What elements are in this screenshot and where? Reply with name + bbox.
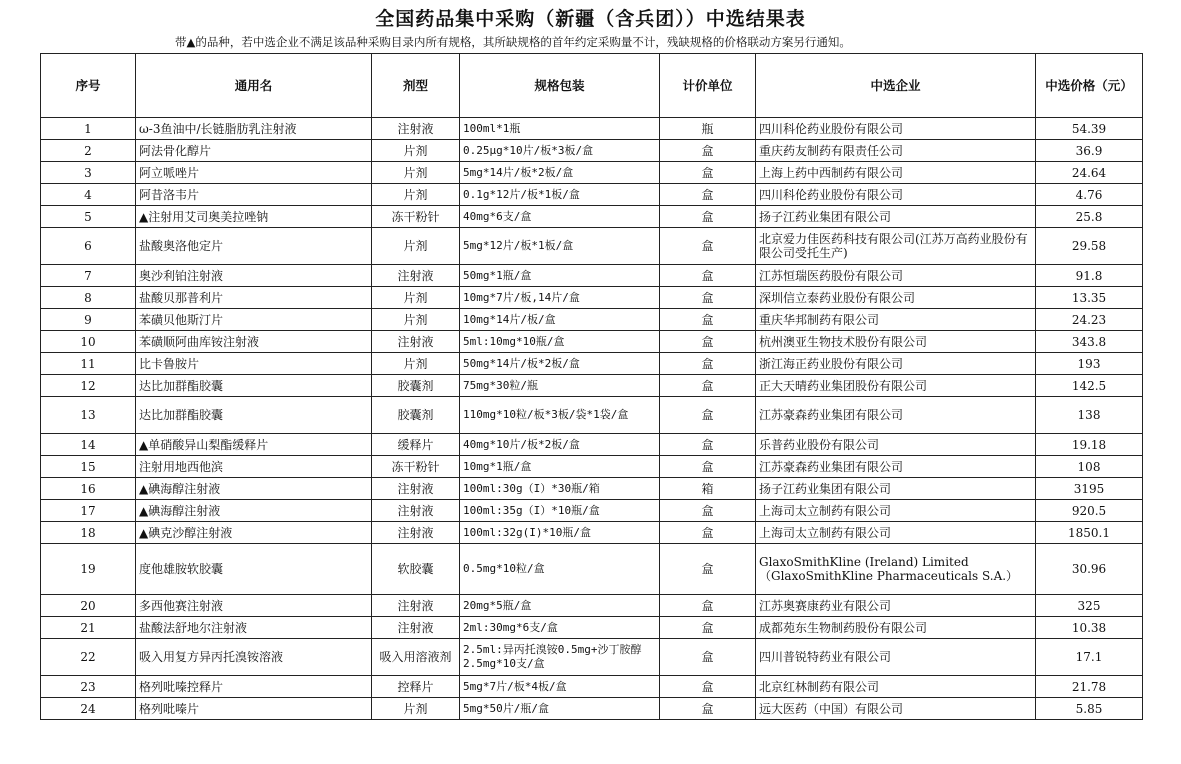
table-row: [41, 698, 1143, 720]
form-cell: 吸入用溶液剂: [372, 639, 460, 676]
spec-cell: 5mg*7片/板*4板/盒: [460, 676, 660, 698]
name-cell: 阿法骨化醇片: [136, 140, 372, 162]
table-row: [41, 639, 1143, 676]
name-cell: 度他雄胺软胶囊: [136, 544, 372, 595]
table-row: [41, 228, 1143, 265]
unit-cell: 盒: [660, 353, 756, 375]
price-cell: 138: [1036, 397, 1143, 434]
unit-cell: 盒: [660, 140, 756, 162]
seq-cell: 8: [41, 287, 136, 309]
table-row: [41, 140, 1143, 162]
price-cell: 325: [1036, 595, 1143, 617]
spec-cell: 20mg*5瓶/盒: [460, 595, 660, 617]
unit-cell: 盒: [660, 639, 756, 676]
table-row: [41, 353, 1143, 375]
form-cell: 注射液: [372, 118, 460, 140]
price-cell: 36.9: [1036, 140, 1143, 162]
price-cell: 3195: [1036, 478, 1143, 500]
spec-cell: 10mg*7片/板,14片/盒: [460, 287, 660, 309]
seq-cell: 20: [41, 595, 136, 617]
form-cell: 注射液: [372, 500, 460, 522]
price-cell: 10.38: [1036, 617, 1143, 639]
company-cell: 江苏豪森药业集团有限公司: [756, 397, 1036, 434]
footnote: 带▲的品种，若中选企业不满足该品种采购目录内所有规格，其所缺规格的首年约定采购量不计，残缺规格的价格联动方案另行通知。: [175, 35, 851, 49]
unit-cell: 盒: [660, 544, 756, 595]
seq-cell: 16: [41, 478, 136, 500]
spec-cell: 2ml:30mg*6支/盒: [460, 617, 660, 639]
name-cell: 达比加群酯胶囊: [136, 375, 372, 397]
header-name: 通用名: [136, 54, 372, 118]
company-cell: 重庆药友制药有限责任公司: [756, 140, 1036, 162]
table-row: [41, 331, 1143, 353]
seq-cell: 24: [41, 698, 136, 720]
seq-cell: 11: [41, 353, 136, 375]
name-cell: ▲碘海醇注射液: [136, 478, 372, 500]
header-price: 中选价格（元）: [1036, 54, 1143, 118]
company-cell: 江苏奥赛康药业有限公司: [756, 595, 1036, 617]
name-cell: 苯磺顺阿曲库铵注射液: [136, 331, 372, 353]
form-cell: 控释片: [372, 676, 460, 698]
unit-cell: 盒: [660, 309, 756, 331]
company-cell: 乐普药业股份有限公司: [756, 434, 1036, 456]
company-cell: 四川科伦药业股份有限公司: [756, 118, 1036, 140]
unit-cell: 盒: [660, 500, 756, 522]
price-cell: 17.1: [1036, 639, 1143, 676]
spec-cell: 40mg*6支/盒: [460, 206, 660, 228]
seq-cell: 13: [41, 397, 136, 434]
name-cell: 格列吡嗪控释片: [136, 676, 372, 698]
form-cell: 软胶囊: [372, 544, 460, 595]
seq-cell: 21: [41, 617, 136, 639]
form-cell: 片剂: [372, 228, 460, 265]
table-row: [41, 206, 1143, 228]
spec-cell: 0.1g*12片/板*1板/盒: [460, 184, 660, 206]
seq-cell: 19: [41, 544, 136, 595]
form-cell: 片剂: [372, 353, 460, 375]
form-cell: 胶囊剂: [372, 375, 460, 397]
seq-cell: 10: [41, 331, 136, 353]
spec-cell: 0.5mg*10粒/盒: [460, 544, 660, 595]
header-seq: 序号: [41, 54, 136, 118]
table-row: [41, 309, 1143, 331]
form-cell: 冻干粉针: [372, 206, 460, 228]
price-cell: 19.18: [1036, 434, 1143, 456]
table-row: [41, 456, 1143, 478]
company-cell: 江苏恒瑞医药股份有限公司: [756, 265, 1036, 287]
spec-cell: 5mg*14片/板*2板/盒: [460, 162, 660, 184]
form-cell: 注射液: [372, 331, 460, 353]
price-cell: 5.85: [1036, 698, 1143, 720]
price-cell: 21.78: [1036, 676, 1143, 698]
seq-cell: 6: [41, 228, 136, 265]
form-cell: 片剂: [372, 698, 460, 720]
spec-cell: 5mg*12片/板*1板/盒: [460, 228, 660, 265]
spec-cell: 0.25μg*10片/板*3板/盒: [460, 140, 660, 162]
company-cell: 北京红林制药有限公司: [756, 676, 1036, 698]
spec-cell: 75mg*30粒/瓶: [460, 375, 660, 397]
price-cell: 193: [1036, 353, 1143, 375]
name-cell: ▲碘海醇注射液: [136, 500, 372, 522]
unit-cell: 盒: [660, 595, 756, 617]
unit-cell: 盒: [660, 456, 756, 478]
table-row: [41, 478, 1143, 500]
company-cell: 四川普锐特药业有限公司: [756, 639, 1036, 676]
unit-cell: 箱: [660, 478, 756, 500]
header-unit: 计价单位: [660, 54, 756, 118]
header-spec: 规格包装: [460, 54, 660, 118]
form-cell: 注射液: [372, 265, 460, 287]
seq-cell: 7: [41, 265, 136, 287]
header-row: [41, 54, 1143, 118]
unit-cell: 盒: [660, 676, 756, 698]
unit-cell: 盒: [660, 434, 756, 456]
results-table: [40, 53, 1143, 720]
name-cell: 格列吡嗪片: [136, 698, 372, 720]
spec-cell: 100ml:35g（I）*10瓶/盒: [460, 500, 660, 522]
company-cell: 杭州澳亚生物技术股份有限公司: [756, 331, 1036, 353]
table-row: [41, 397, 1143, 434]
spec-cell: 100ml:32g(I)*10瓶/盒: [460, 522, 660, 544]
unit-cell: 盒: [660, 617, 756, 639]
unit-cell: 盒: [660, 184, 756, 206]
company-cell: 远大医药（中国）有限公司: [756, 698, 1036, 720]
price-cell: 24.23: [1036, 309, 1143, 331]
seq-cell: 3: [41, 162, 136, 184]
form-cell: 注射液: [372, 478, 460, 500]
spec-cell: 50mg*1瓶/盒: [460, 265, 660, 287]
table-row: [41, 676, 1143, 698]
table-row: [41, 184, 1143, 206]
price-cell: 29.58: [1036, 228, 1143, 265]
name-cell: 吸入用复方异丙托溴铵溶液: [136, 639, 372, 676]
company-cell: 江苏豪森药业集团有限公司: [756, 456, 1036, 478]
seq-cell: 2: [41, 140, 136, 162]
company-cell: 上海司太立制药有限公司: [756, 522, 1036, 544]
name-cell: ▲碘克沙醇注射液: [136, 522, 372, 544]
name-cell: ▲注射用艾司奥美拉唑钠: [136, 206, 372, 228]
seq-cell: 9: [41, 309, 136, 331]
unit-cell: 盒: [660, 375, 756, 397]
table-row: [41, 375, 1143, 397]
form-cell: 片剂: [372, 287, 460, 309]
table-row: [41, 595, 1143, 617]
name-cell: 阿立哌唑片: [136, 162, 372, 184]
seq-cell: 15: [41, 456, 136, 478]
price-cell: 54.39: [1036, 118, 1143, 140]
company-cell: 重庆华邦制药有限公司: [756, 309, 1036, 331]
company-cell: 扬子江药业集团有限公司: [756, 206, 1036, 228]
form-cell: 胶囊剂: [372, 397, 460, 434]
company-cell: 上海上药中西制药有限公司: [756, 162, 1036, 184]
table-row: [41, 118, 1143, 140]
table-row: [41, 434, 1143, 456]
company-cell: 上海司太立制药有限公司: [756, 500, 1036, 522]
table-row: [41, 500, 1143, 522]
spec-cell: 100ml:30g（I）*30瓶/箱: [460, 478, 660, 500]
unit-cell: 盒: [660, 331, 756, 353]
form-cell: 片剂: [372, 162, 460, 184]
unit-cell: 盒: [660, 397, 756, 434]
form-cell: 注射液: [372, 617, 460, 639]
company-cell: 四川科伦药业股份有限公司: [756, 184, 1036, 206]
unit-cell: 盒: [660, 287, 756, 309]
price-cell: 1850.1: [1036, 522, 1143, 544]
company-cell: 成都苑东生物制药股份有限公司: [756, 617, 1036, 639]
company-cell: 扬子江药业集团有限公司: [756, 478, 1036, 500]
company-cell: GlaxoSmithKline (Ireland) Limited（GlaxoSmithKline Pharmaceuticals S.A.）: [756, 544, 1036, 595]
unit-cell: 盒: [660, 228, 756, 265]
price-cell: 343.8: [1036, 331, 1143, 353]
price-cell: 13.35: [1036, 287, 1143, 309]
company-cell: 深圳信立泰药业股份有限公司: [756, 287, 1036, 309]
unit-cell: 盒: [660, 522, 756, 544]
name-cell: 盐酸法舒地尔注射液: [136, 617, 372, 639]
seq-cell: 22: [41, 639, 136, 676]
price-cell: 91.8: [1036, 265, 1143, 287]
spec-cell: 10mg*1瓶/盒: [460, 456, 660, 478]
form-cell: 片剂: [372, 184, 460, 206]
form-cell: 片剂: [372, 309, 460, 331]
form-cell: 缓释片: [372, 434, 460, 456]
page-title: 全国药品集中采购（新疆（含兵团））中选结果表: [375, 8, 806, 30]
spec-cell: 5ml:10mg*10瓶/盒: [460, 331, 660, 353]
spec-cell: 110mg*10粒/板*3板/袋*1袋/盒: [460, 397, 660, 434]
company-cell: 北京爱力佳医药科技有限公司(江苏万高药业股份有限公司受托生产): [756, 228, 1036, 265]
spec-cell: 5mg*50片/瓶/盒: [460, 698, 660, 720]
header-company: 中选企业: [756, 54, 1036, 118]
seq-cell: 14: [41, 434, 136, 456]
seq-cell: 12: [41, 375, 136, 397]
company-cell: 浙江海正药业股份有限公司: [756, 353, 1036, 375]
name-cell: 达比加群酯胶囊: [136, 397, 372, 434]
price-cell: 30.96: [1036, 544, 1143, 595]
name-cell: 盐酸贝那普利片: [136, 287, 372, 309]
price-cell: 4.76: [1036, 184, 1143, 206]
price-cell: 142.5: [1036, 375, 1143, 397]
name-cell: 多西他赛注射液: [136, 595, 372, 617]
price-cell: 25.8: [1036, 206, 1143, 228]
name-cell: ω-3鱼油中/长链脂肪乳注射液: [136, 118, 372, 140]
seq-cell: 23: [41, 676, 136, 698]
name-cell: 盐酸奥洛他定片: [136, 228, 372, 265]
spec-cell: 10mg*14片/板/盒: [460, 309, 660, 331]
price-cell: 24.64: [1036, 162, 1143, 184]
name-cell: 苯磺贝他斯汀片: [136, 309, 372, 331]
spec-cell: 100ml*1瓶: [460, 118, 660, 140]
unit-cell: 盒: [660, 698, 756, 720]
unit-cell: 盒: [660, 265, 756, 287]
table-row: [41, 265, 1143, 287]
name-cell: 比卡鲁胺片: [136, 353, 372, 375]
seq-cell: 4: [41, 184, 136, 206]
table-row: [41, 522, 1143, 544]
price-cell: 108: [1036, 456, 1143, 478]
seq-cell: 18: [41, 522, 136, 544]
spec-cell: 40mg*10片/板*2板/盒: [460, 434, 660, 456]
spec-cell: 2.5ml:异丙托溴铵0.5mg+沙丁胺醇2.5mg*10支/盒: [460, 639, 660, 676]
name-cell: ▲单硝酸异山梨酯缓释片: [136, 434, 372, 456]
table-row: [41, 617, 1143, 639]
form-cell: 注射液: [372, 595, 460, 617]
form-cell: 片剂: [372, 140, 460, 162]
seq-cell: 5: [41, 206, 136, 228]
form-cell: 冻干粉针: [372, 456, 460, 478]
price-cell: 920.5: [1036, 500, 1143, 522]
company-cell: 正大天晴药业集团股份有限公司: [756, 375, 1036, 397]
table-body: [41, 118, 1143, 720]
form-cell: 注射液: [372, 522, 460, 544]
unit-cell: 盒: [660, 162, 756, 184]
name-cell: 注射用地西他滨: [136, 456, 372, 478]
spec-cell: 50mg*14片/板*2板/盒: [460, 353, 660, 375]
seq-cell: 1: [41, 118, 136, 140]
table-row: [41, 544, 1143, 595]
unit-cell: 盒: [660, 206, 756, 228]
header-form: 剂型: [372, 54, 460, 118]
name-cell: 奥沙利铂注射液: [136, 265, 372, 287]
name-cell: 阿昔洛韦片: [136, 184, 372, 206]
table-row: [41, 162, 1143, 184]
unit-cell: 瓶: [660, 118, 756, 140]
seq-cell: 17: [41, 500, 136, 522]
table-row: [41, 287, 1143, 309]
